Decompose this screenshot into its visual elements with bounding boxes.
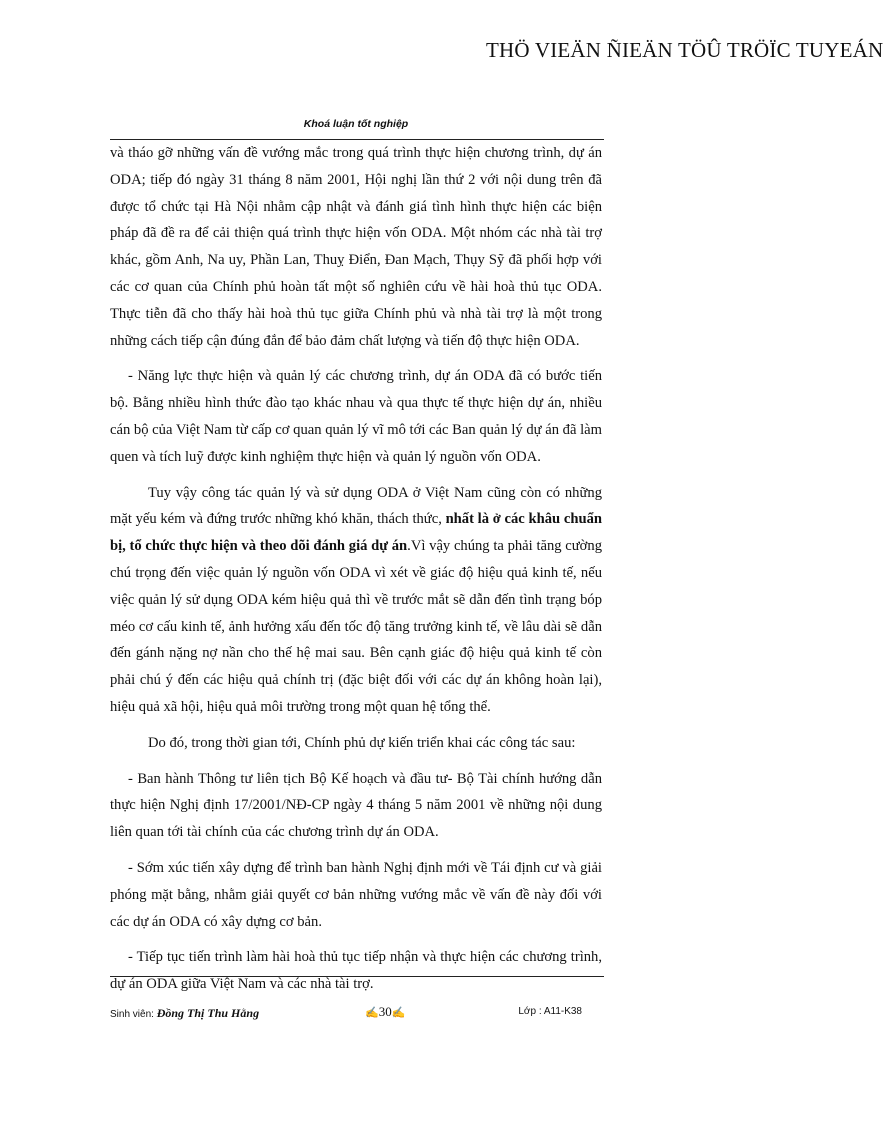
paragraph-7: - Tiếp tục tiến trình làm hài hoà thủ tục tiếp nhận và thực hiện các chương trình, dự án ODA giữa Việt Nam và các nhà tài trợ. [110,949,602,993]
student-info [110,1006,259,1021]
pen-ornament-icon: ✍ [365,1007,379,1019]
class-label: Lớp : A11-K38 [518,1006,582,1017]
paragraph-3-text-b: .Vì vậy chúng ta phải tăng cường chú trọng đến việc quản lý nguồn vốn ODA vì xét về giác độ hiệu quả kinh tế, nếu việc quản lý sử dụng ODA kém hiệu quả thì về trước mắt sẽ dẫn đến tình trạng bóp méo cơ cấu kinh tế, ảnh hưởng xấu đến tốc độ tăng trưởng kinh tế, về lâu dài sẽ dẫn đến gánh nặng nợ nần cho thế hệ mai sau. Bên cạnh giác độ hiệu quả kinh tế còn phải chú ý đến các hiệu quả chính trị (đặc biệt đối với các dự án không hoàn lại), hiệu quả xã hội, hiệu quả môi trường trong một quan hệ tổng thể. [110,538,602,715]
page-number: 30 [378,1004,392,1019]
paragraph-4: Do đó, trong thời gian tới, Chính phủ dự kiến triển khai các công tác sau: [148,734,576,751]
page-footer [110,1004,604,1024]
paragraph-3-text-a: Tuy vậy công tác quản lý và sử dụng ODA ở Việt Nam cũng còn có những mặt yếu kém và đứng trước những khó khăn, thách thức, [110,484,602,528]
paragraph-1: và tháo gỡ những vấn đề vướng mắc trong quá trình thực hiện chương trình, dự án ODA; tiếp đó ngày 31 tháng 8 năm 2001, Hội nghị lần thứ 2 với nội dung trên đã được tổ chức tại Hà Nội nhằm cập nhật và đánh giá tình hình thực hiện các biện pháp đã đề ra để cải thiện quá trình thực hiện vốn ODA. Một nhóm các nhà tài trợ khác, gồm Anh, Na uy, Phần Lan, Thuỵ Điển, Đan Mạch, Thụy Sỹ đã phối hợp với các cơ quan của Chính phủ hoàn tất một số nghiên cứu về hài hoà thủ tục ODA. Thực tiễn đã cho thấy hài hoà thủ tục giữa Chính phủ và nhà tài trợ là một trong những cách tiếp cận đúng đắn để bảo đảm chất lượng và tiến độ thực hiện ODA. [110,145,602,349]
paragraph-3 [110,480,602,721]
document-body [110,140,602,1007]
page-number-block [365,1004,405,1020]
paragraph-6: - Sớm xúc tiến xây dựng để trình ban hành Nghị định mới về Tái định cư và giải phóng mặt bằng, nhằm giải quyết cơ bản những vướng mắc về vấn đề này đối với các dự án ODA có xây dựng cơ bản. [110,859,602,930]
watermark-banner: THÖ VIEÄN ÑIEÄN TÖÛ TRÖÏC TUYEÁN [486,38,883,62]
student-name: Đồng Thị Thu Hằng [156,1006,260,1020]
pen-ornament-icon-right: ✍ [391,1007,406,1019]
footer-divider [110,976,604,977]
page-header-title: Khoá luận tốt nghiệp [303,118,409,130]
student-label: Sinh viên: [110,1009,157,1020]
paragraph-2: - Năng lực thực hiện và quản lý các chương trình, dự án ODA đã có bước tiến bộ. Bằng nhiều hình thức đào tạo khác nhau và qua thực tế thực hiện dự án, nhiều cán bộ của Việt Nam từ cấp cơ quan quản lý vĩ mô tới các Ban quản lý dự án đã làm quen và tích luỹ được kinh nghiệm thực hiện và quản lý nguồn vốn ODA. [110,368,602,465]
paragraph-5: - Ban hành Thông tư liên tịch Bộ Kế hoạch và đầu tư- Bộ Tài chính hướng dẫn thực hiện Nghị định 17/2001/NĐ-CP ngày 4 tháng 5 năm 2001 về những nội dung liên quan tới tài chính của các chương trình dự án ODA. [110,770,602,841]
paragraph-3-bold-text: nhất là ở các khâu chuẩn bị, tổ chức thực hiện và theo dõi đánh giá dự án [110,511,602,555]
